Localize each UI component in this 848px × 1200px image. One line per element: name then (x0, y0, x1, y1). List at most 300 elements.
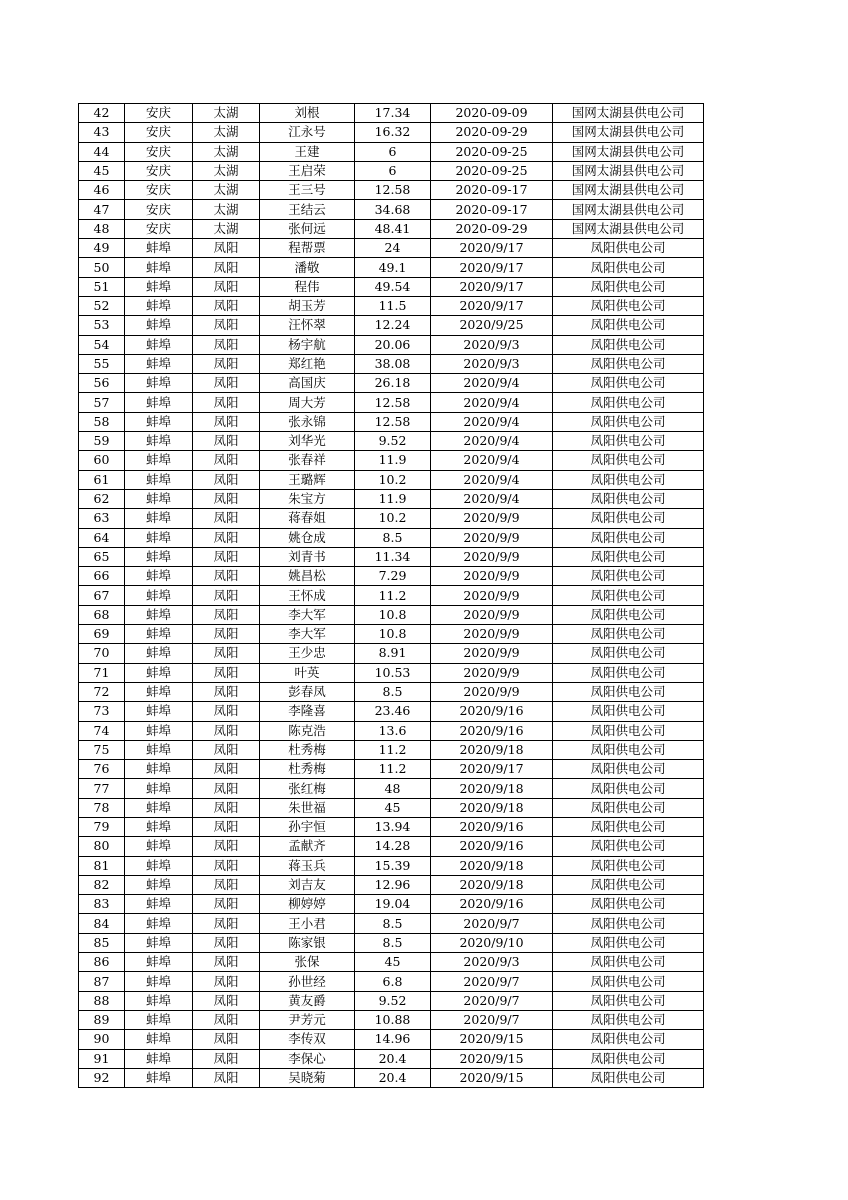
city-cell: 蚌埠 (125, 567, 193, 586)
amount-cell: 8.5 (355, 528, 431, 547)
date-cell: 2020/9/18 (431, 798, 553, 817)
name-cell: 王少忠 (260, 644, 355, 663)
amount-cell: 9.52 (355, 991, 431, 1010)
row-number-cell: 79 (79, 817, 125, 836)
county-cell: 凤阳 (193, 239, 260, 258)
city-cell: 蚌埠 (125, 702, 193, 721)
county-cell: 凤阳 (193, 374, 260, 393)
name-cell: 吴晓菊 (260, 1068, 355, 1087)
county-cell: 凤阳 (193, 837, 260, 856)
name-cell: 陈家银 (260, 933, 355, 952)
date-cell: 2020/9/18 (431, 740, 553, 759)
date-cell: 2020/9/16 (431, 721, 553, 740)
name-cell: 张永锦 (260, 412, 355, 431)
name-cell: 刘根 (260, 104, 355, 123)
county-cell: 太湖 (193, 219, 260, 238)
date-cell: 2020/9/7 (431, 914, 553, 933)
city-cell: 蚌埠 (125, 547, 193, 566)
company-cell: 国网太湖县供电公司 (553, 142, 704, 161)
city-cell: 蚌埠 (125, 856, 193, 875)
date-cell: 2020/9/9 (431, 509, 553, 528)
amount-cell: 12.58 (355, 181, 431, 200)
city-cell: 蚌埠 (125, 1010, 193, 1029)
table-row (79, 779, 704, 798)
date-cell: 2020-09-29 (431, 123, 553, 142)
county-cell: 凤阳 (193, 1010, 260, 1029)
company-cell: 凤阳供电公司 (553, 470, 704, 489)
company-cell: 凤阳供电公司 (553, 760, 704, 779)
table-row (79, 104, 704, 123)
table-body (79, 104, 704, 1088)
table-row (79, 1068, 704, 1087)
city-cell: 蚌埠 (125, 432, 193, 451)
company-cell: 国网太湖县供电公司 (553, 161, 704, 180)
row-number-cell: 46 (79, 181, 125, 200)
company-cell: 凤阳供电公司 (553, 1068, 704, 1087)
city-cell: 安庆 (125, 123, 193, 142)
row-number-cell: 68 (79, 605, 125, 624)
county-cell: 凤阳 (193, 296, 260, 315)
name-cell: 孙宇恒 (260, 817, 355, 836)
date-cell: 2020/9/3 (431, 953, 553, 972)
amount-cell: 20.06 (355, 335, 431, 354)
county-cell: 凤阳 (193, 528, 260, 547)
company-cell: 凤阳供电公司 (553, 258, 704, 277)
name-cell: 王三号 (260, 181, 355, 200)
name-cell: 周大芳 (260, 393, 355, 412)
row-number-cell: 48 (79, 219, 125, 238)
city-cell: 蚌埠 (125, 972, 193, 991)
table-row (79, 837, 704, 856)
row-number-cell: 60 (79, 451, 125, 470)
city-cell: 蚌埠 (125, 740, 193, 759)
county-cell: 太湖 (193, 161, 260, 180)
company-cell: 凤阳供电公司 (553, 682, 704, 701)
row-number-cell: 75 (79, 740, 125, 759)
date-cell: 2020/9/4 (431, 470, 553, 489)
row-number-cell: 74 (79, 721, 125, 740)
amount-cell: 8.5 (355, 682, 431, 701)
city-cell: 蚌埠 (125, 374, 193, 393)
county-cell: 凤阳 (193, 953, 260, 972)
row-number-cell: 53 (79, 316, 125, 335)
county-cell: 凤阳 (193, 933, 260, 952)
date-cell: 2020/9/4 (431, 489, 553, 508)
table-row (79, 953, 704, 972)
table-row (79, 914, 704, 933)
date-cell: 2020/9/4 (431, 412, 553, 431)
row-number-cell: 87 (79, 972, 125, 991)
table-row (79, 432, 704, 451)
company-cell: 凤阳供电公司 (553, 625, 704, 644)
company-cell: 凤阳供电公司 (553, 1049, 704, 1068)
company-cell: 凤阳供电公司 (553, 779, 704, 798)
city-cell: 蚌埠 (125, 239, 193, 258)
date-cell: 2020/9/9 (431, 625, 553, 644)
city-cell: 蚌埠 (125, 875, 193, 894)
table-row (79, 335, 704, 354)
name-cell: 张何远 (260, 219, 355, 238)
table-row (79, 181, 704, 200)
date-cell: 2020/9/18 (431, 875, 553, 894)
county-cell: 太湖 (193, 142, 260, 161)
name-cell: 黄友爵 (260, 991, 355, 1010)
amount-cell: 6 (355, 142, 431, 161)
name-cell: 杜秀梅 (260, 740, 355, 759)
company-cell: 凤阳供电公司 (553, 817, 704, 836)
date-cell: 2020/9/9 (431, 528, 553, 547)
company-cell: 凤阳供电公司 (553, 509, 704, 528)
city-cell: 蚌埠 (125, 296, 193, 315)
row-number-cell: 72 (79, 682, 125, 701)
row-number-cell: 44 (79, 142, 125, 161)
table-row (79, 644, 704, 663)
date-cell: 2020/9/9 (431, 567, 553, 586)
date-cell: 2020/9/7 (431, 1010, 553, 1029)
name-cell: 张春祥 (260, 451, 355, 470)
county-cell: 凤阳 (193, 547, 260, 566)
county-cell: 凤阳 (193, 875, 260, 894)
amount-cell: 26.18 (355, 374, 431, 393)
table-row (79, 412, 704, 431)
company-cell: 凤阳供电公司 (553, 1010, 704, 1029)
row-number-cell: 59 (79, 432, 125, 451)
city-cell: 安庆 (125, 219, 193, 238)
company-cell: 凤阳供电公司 (553, 953, 704, 972)
city-cell: 安庆 (125, 104, 193, 123)
amount-cell: 11.2 (355, 586, 431, 605)
date-cell: 2020-09-25 (431, 142, 553, 161)
table-row (79, 856, 704, 875)
row-number-cell: 86 (79, 953, 125, 972)
name-cell: 刘吉友 (260, 875, 355, 894)
table-row (79, 489, 704, 508)
date-cell: 2020/9/16 (431, 817, 553, 836)
name-cell: 孙世经 (260, 972, 355, 991)
amount-cell: 13.6 (355, 721, 431, 740)
city-cell: 蚌埠 (125, 663, 193, 682)
county-cell: 凤阳 (193, 721, 260, 740)
amount-cell: 11.9 (355, 489, 431, 508)
city-cell: 蚌埠 (125, 953, 193, 972)
name-cell: 李传双 (260, 1030, 355, 1049)
table-row (79, 798, 704, 817)
county-cell: 凤阳 (193, 509, 260, 528)
date-cell: 2020/9/16 (431, 895, 553, 914)
table-row (79, 991, 704, 1010)
table-row (79, 586, 704, 605)
amount-cell: 19.04 (355, 895, 431, 914)
date-cell: 2020/9/7 (431, 991, 553, 1010)
name-cell: 蒋玉兵 (260, 856, 355, 875)
city-cell: 蚌埠 (125, 933, 193, 952)
table-row (79, 547, 704, 566)
table-row (79, 972, 704, 991)
date-cell: 2020/9/4 (431, 432, 553, 451)
company-cell: 凤阳供电公司 (553, 798, 704, 817)
row-number-cell: 88 (79, 991, 125, 1010)
name-cell: 胡玉芳 (260, 296, 355, 315)
amount-cell: 7.29 (355, 567, 431, 586)
date-cell: 2020/9/4 (431, 393, 553, 412)
date-cell: 2020-09-25 (431, 161, 553, 180)
table-row (79, 316, 704, 335)
table-row (79, 451, 704, 470)
county-cell: 凤阳 (193, 972, 260, 991)
table-row (79, 354, 704, 373)
county-cell: 凤阳 (193, 779, 260, 798)
company-cell: 凤阳供电公司 (553, 1030, 704, 1049)
table-row (79, 258, 704, 277)
company-cell: 凤阳供电公司 (553, 451, 704, 470)
city-cell: 蚌埠 (125, 991, 193, 1010)
city-cell: 蚌埠 (125, 817, 193, 836)
company-cell: 凤阳供电公司 (553, 856, 704, 875)
amount-cell: 49.54 (355, 277, 431, 296)
row-number-cell: 73 (79, 702, 125, 721)
company-cell: 凤阳供电公司 (553, 702, 704, 721)
row-number-cell: 62 (79, 489, 125, 508)
city-cell: 安庆 (125, 181, 193, 200)
row-number-cell: 43 (79, 123, 125, 142)
row-number-cell: 91 (79, 1049, 125, 1068)
amount-cell: 48 (355, 779, 431, 798)
row-number-cell: 42 (79, 104, 125, 123)
amount-cell: 48.41 (355, 219, 431, 238)
county-cell: 太湖 (193, 181, 260, 200)
table-row (79, 663, 704, 682)
county-cell: 凤阳 (193, 335, 260, 354)
company-cell: 凤阳供电公司 (553, 721, 704, 740)
county-cell: 凤阳 (193, 412, 260, 431)
row-number-cell: 83 (79, 895, 125, 914)
company-cell: 凤阳供电公司 (553, 239, 704, 258)
row-number-cell: 89 (79, 1010, 125, 1029)
date-cell: 2020/9/4 (431, 374, 553, 393)
city-cell: 蚌埠 (125, 837, 193, 856)
amount-cell: 16.32 (355, 123, 431, 142)
amount-cell: 11.9 (355, 451, 431, 470)
date-cell: 2020/9/15 (431, 1068, 553, 1087)
table-row (79, 702, 704, 721)
name-cell: 张保 (260, 953, 355, 972)
company-cell: 国网太湖县供电公司 (553, 123, 704, 142)
table-row (79, 567, 704, 586)
row-number-cell: 57 (79, 393, 125, 412)
city-cell: 蚌埠 (125, 451, 193, 470)
city-cell: 安庆 (125, 200, 193, 219)
city-cell: 蚌埠 (125, 412, 193, 431)
data-table (78, 103, 704, 1088)
row-number-cell: 92 (79, 1068, 125, 1087)
date-cell: 2020/9/9 (431, 682, 553, 701)
row-number-cell: 84 (79, 914, 125, 933)
city-cell: 蚌埠 (125, 277, 193, 296)
city-cell: 蚌埠 (125, 470, 193, 489)
amount-cell: 12.24 (355, 316, 431, 335)
name-cell: 陈克浩 (260, 721, 355, 740)
name-cell: 程伟 (260, 277, 355, 296)
county-cell: 凤阳 (193, 895, 260, 914)
name-cell: 王建 (260, 142, 355, 161)
table-row (79, 509, 704, 528)
table-row (79, 682, 704, 701)
date-cell: 2020/9/25 (431, 316, 553, 335)
amount-cell: 15.39 (355, 856, 431, 875)
company-cell: 国网太湖县供电公司 (553, 181, 704, 200)
table-row (79, 142, 704, 161)
amount-cell: 11.2 (355, 740, 431, 759)
county-cell: 凤阳 (193, 316, 260, 335)
table-row (79, 123, 704, 142)
company-cell: 凤阳供电公司 (553, 875, 704, 894)
county-cell: 凤阳 (193, 663, 260, 682)
table-row (79, 933, 704, 952)
amount-cell: 45 (355, 953, 431, 972)
date-cell: 2020/9/9 (431, 644, 553, 663)
table-row (79, 1049, 704, 1068)
company-cell: 凤阳供电公司 (553, 972, 704, 991)
amount-cell: 10.2 (355, 470, 431, 489)
amount-cell: 6 (355, 161, 431, 180)
company-cell: 凤阳供电公司 (553, 740, 704, 759)
amount-cell: 13.94 (355, 817, 431, 836)
row-number-cell: 82 (79, 875, 125, 894)
table-row (79, 374, 704, 393)
city-cell: 蚌埠 (125, 509, 193, 528)
name-cell: 刘青书 (260, 547, 355, 566)
city-cell: 蚌埠 (125, 914, 193, 933)
date-cell: 2020/9/7 (431, 972, 553, 991)
row-number-cell: 47 (79, 200, 125, 219)
county-cell: 凤阳 (193, 393, 260, 412)
name-cell: 尹芳元 (260, 1010, 355, 1029)
company-cell: 凤阳供电公司 (553, 914, 704, 933)
row-number-cell: 70 (79, 644, 125, 663)
city-cell: 蚌埠 (125, 721, 193, 740)
amount-cell: 8.5 (355, 914, 431, 933)
county-cell: 凤阳 (193, 258, 260, 277)
city-cell: 蚌埠 (125, 798, 193, 817)
county-cell: 凤阳 (193, 760, 260, 779)
company-cell: 凤阳供电公司 (553, 567, 704, 586)
company-cell: 凤阳供电公司 (553, 547, 704, 566)
date-cell: 2020/9/10 (431, 933, 553, 952)
name-cell: 朱世福 (260, 798, 355, 817)
city-cell: 蚌埠 (125, 1049, 193, 1068)
table-row (79, 277, 704, 296)
county-cell: 凤阳 (193, 586, 260, 605)
company-cell: 凤阳供电公司 (553, 837, 704, 856)
table-row (79, 393, 704, 412)
county-cell: 凤阳 (193, 277, 260, 296)
city-cell: 蚌埠 (125, 528, 193, 547)
county-cell: 凤阳 (193, 817, 260, 836)
name-cell: 江永号 (260, 123, 355, 142)
city-cell: 蚌埠 (125, 779, 193, 798)
table-row (79, 605, 704, 624)
date-cell: 2020-09-29 (431, 219, 553, 238)
row-number-cell: 55 (79, 354, 125, 373)
row-number-cell: 67 (79, 586, 125, 605)
name-cell: 李大军 (260, 625, 355, 644)
county-cell: 凤阳 (193, 740, 260, 759)
date-cell: 2020/9/17 (431, 239, 553, 258)
amount-cell: 12.58 (355, 412, 431, 431)
table-row (79, 219, 704, 238)
amount-cell: 12.96 (355, 875, 431, 894)
amount-cell: 10.2 (355, 509, 431, 528)
county-cell: 凤阳 (193, 1030, 260, 1049)
county-cell: 凤阳 (193, 1049, 260, 1068)
amount-cell: 38.08 (355, 354, 431, 373)
company-cell: 凤阳供电公司 (553, 644, 704, 663)
table-row (79, 1030, 704, 1049)
row-number-cell: 76 (79, 760, 125, 779)
amount-cell: 11.5 (355, 296, 431, 315)
company-cell: 凤阳供电公司 (553, 432, 704, 451)
row-number-cell: 49 (79, 239, 125, 258)
name-cell: 高国庆 (260, 374, 355, 393)
row-number-cell: 69 (79, 625, 125, 644)
row-number-cell: 63 (79, 509, 125, 528)
row-number-cell: 66 (79, 567, 125, 586)
table-row (79, 528, 704, 547)
county-cell: 凤阳 (193, 856, 260, 875)
date-cell: 2020-09-17 (431, 200, 553, 219)
row-number-cell: 80 (79, 837, 125, 856)
city-cell: 蚌埠 (125, 489, 193, 508)
amount-cell: 34.68 (355, 200, 431, 219)
amount-cell: 14.96 (355, 1030, 431, 1049)
date-cell: 2020/9/15 (431, 1049, 553, 1068)
company-cell: 凤阳供电公司 (553, 374, 704, 393)
row-number-cell: 54 (79, 335, 125, 354)
name-cell: 杜秀梅 (260, 760, 355, 779)
row-number-cell: 65 (79, 547, 125, 566)
date-cell: 2020/9/17 (431, 258, 553, 277)
name-cell: 王怀成 (260, 586, 355, 605)
county-cell: 凤阳 (193, 682, 260, 701)
company-cell: 凤阳供电公司 (553, 663, 704, 682)
amount-cell: 8.91 (355, 644, 431, 663)
table-row (79, 296, 704, 315)
company-cell: 凤阳供电公司 (553, 933, 704, 952)
county-cell: 凤阳 (193, 605, 260, 624)
company-cell: 凤阳供电公司 (553, 895, 704, 914)
amount-cell: 12.58 (355, 393, 431, 412)
table-row (79, 721, 704, 740)
name-cell: 汪怀翠 (260, 316, 355, 335)
name-cell: 李保心 (260, 1049, 355, 1068)
amount-cell: 9.52 (355, 432, 431, 451)
table-row (79, 1010, 704, 1029)
company-cell: 凤阳供电公司 (553, 412, 704, 431)
city-cell: 蚌埠 (125, 625, 193, 644)
company-cell: 凤阳供电公司 (553, 296, 704, 315)
row-number-cell: 58 (79, 412, 125, 431)
table-row (79, 161, 704, 180)
date-cell: 2020/9/3 (431, 335, 553, 354)
row-number-cell: 50 (79, 258, 125, 277)
county-cell: 凤阳 (193, 432, 260, 451)
name-cell: 潘敬 (260, 258, 355, 277)
row-number-cell: 71 (79, 663, 125, 682)
amount-cell: 24 (355, 239, 431, 258)
amount-cell: 20.4 (355, 1068, 431, 1087)
county-cell: 凤阳 (193, 470, 260, 489)
company-cell: 凤阳供电公司 (553, 393, 704, 412)
